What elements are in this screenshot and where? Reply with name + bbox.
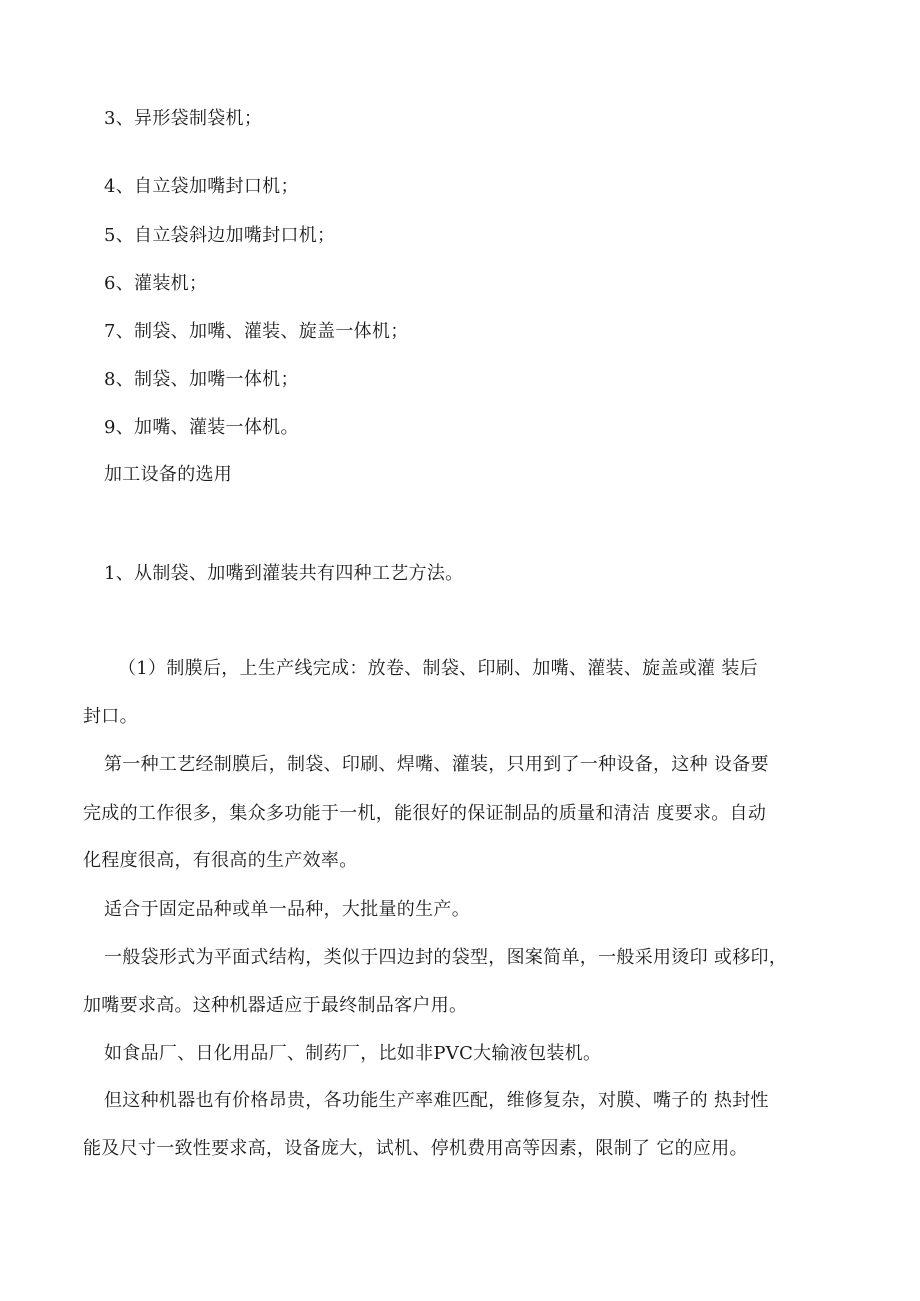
- list-item-3: 3、异形袋制袋机；: [104, 108, 263, 129]
- list-item-7: 7、制袋、加嘴、灌装、旋盖一体机；: [104, 321, 409, 342]
- paragraph-5-line-2: 能及尺寸一致性要求高，设备庞大，试机、停机费用高等因素，限制了 它的应用。: [83, 1138, 748, 1159]
- list-item-8: 8、制袋、加嘴一体机；: [104, 369, 299, 390]
- point-1: 1、从制袋、加嘴到灌装共有四种工艺方法。: [104, 563, 464, 584]
- list-item-6: 6、灌装机；: [104, 273, 208, 294]
- paragraph-3-line-2: 加嘴要求高。这种机器适应于最终制品客户用。: [83, 995, 468, 1016]
- sub-point-1-line-1: （1）制膜后，上生产线完成：放卷、制袋、印刷、加嘴、灌装、旋盖或灌 装后: [118, 658, 758, 679]
- list-item-9: 9、加嘴、灌装一体机。: [104, 417, 299, 438]
- list-item-5: 5、自立袋斜边加嘴封口机；: [104, 225, 336, 246]
- paragraph-1-line-3: 化程度很高，有很高的生产效率。: [83, 850, 358, 871]
- sub-point-1-line-2: 封口。: [83, 706, 138, 727]
- paragraph-5-line-1: 但这种机器也有价格昂贵，各功能生产率难匹配，维修复杂，对膜、嘴子的 热封性: [104, 1090, 769, 1111]
- list-item-4: 4、自立袋加嘴封口机；: [104, 176, 299, 197]
- section-heading: 加工设备的选用: [104, 464, 233, 485]
- paragraph-4: 如食品厂、日化用品厂、制药厂，比如非PVC大输液包装机。: [104, 1043, 602, 1064]
- paragraph-1-line-1: 第一种工艺经制膜后，制袋、印刷、焊嘴、灌装，只用到了一种设备，这种 设备要: [104, 754, 769, 775]
- paragraph-3-line-1: 一般袋形式为平面式结构，类似于四边封的袋型，图案简单，一般采用烫印 或移印，: [104, 947, 788, 968]
- paragraph-2: 适合于固定品种或单一品种，大批量的生产。: [104, 899, 470, 920]
- paragraph-1-line-2: 完成的工作很多，集众多功能于一机，能很好的保证制品的质量和清洁 度要求。自动: [83, 803, 767, 824]
